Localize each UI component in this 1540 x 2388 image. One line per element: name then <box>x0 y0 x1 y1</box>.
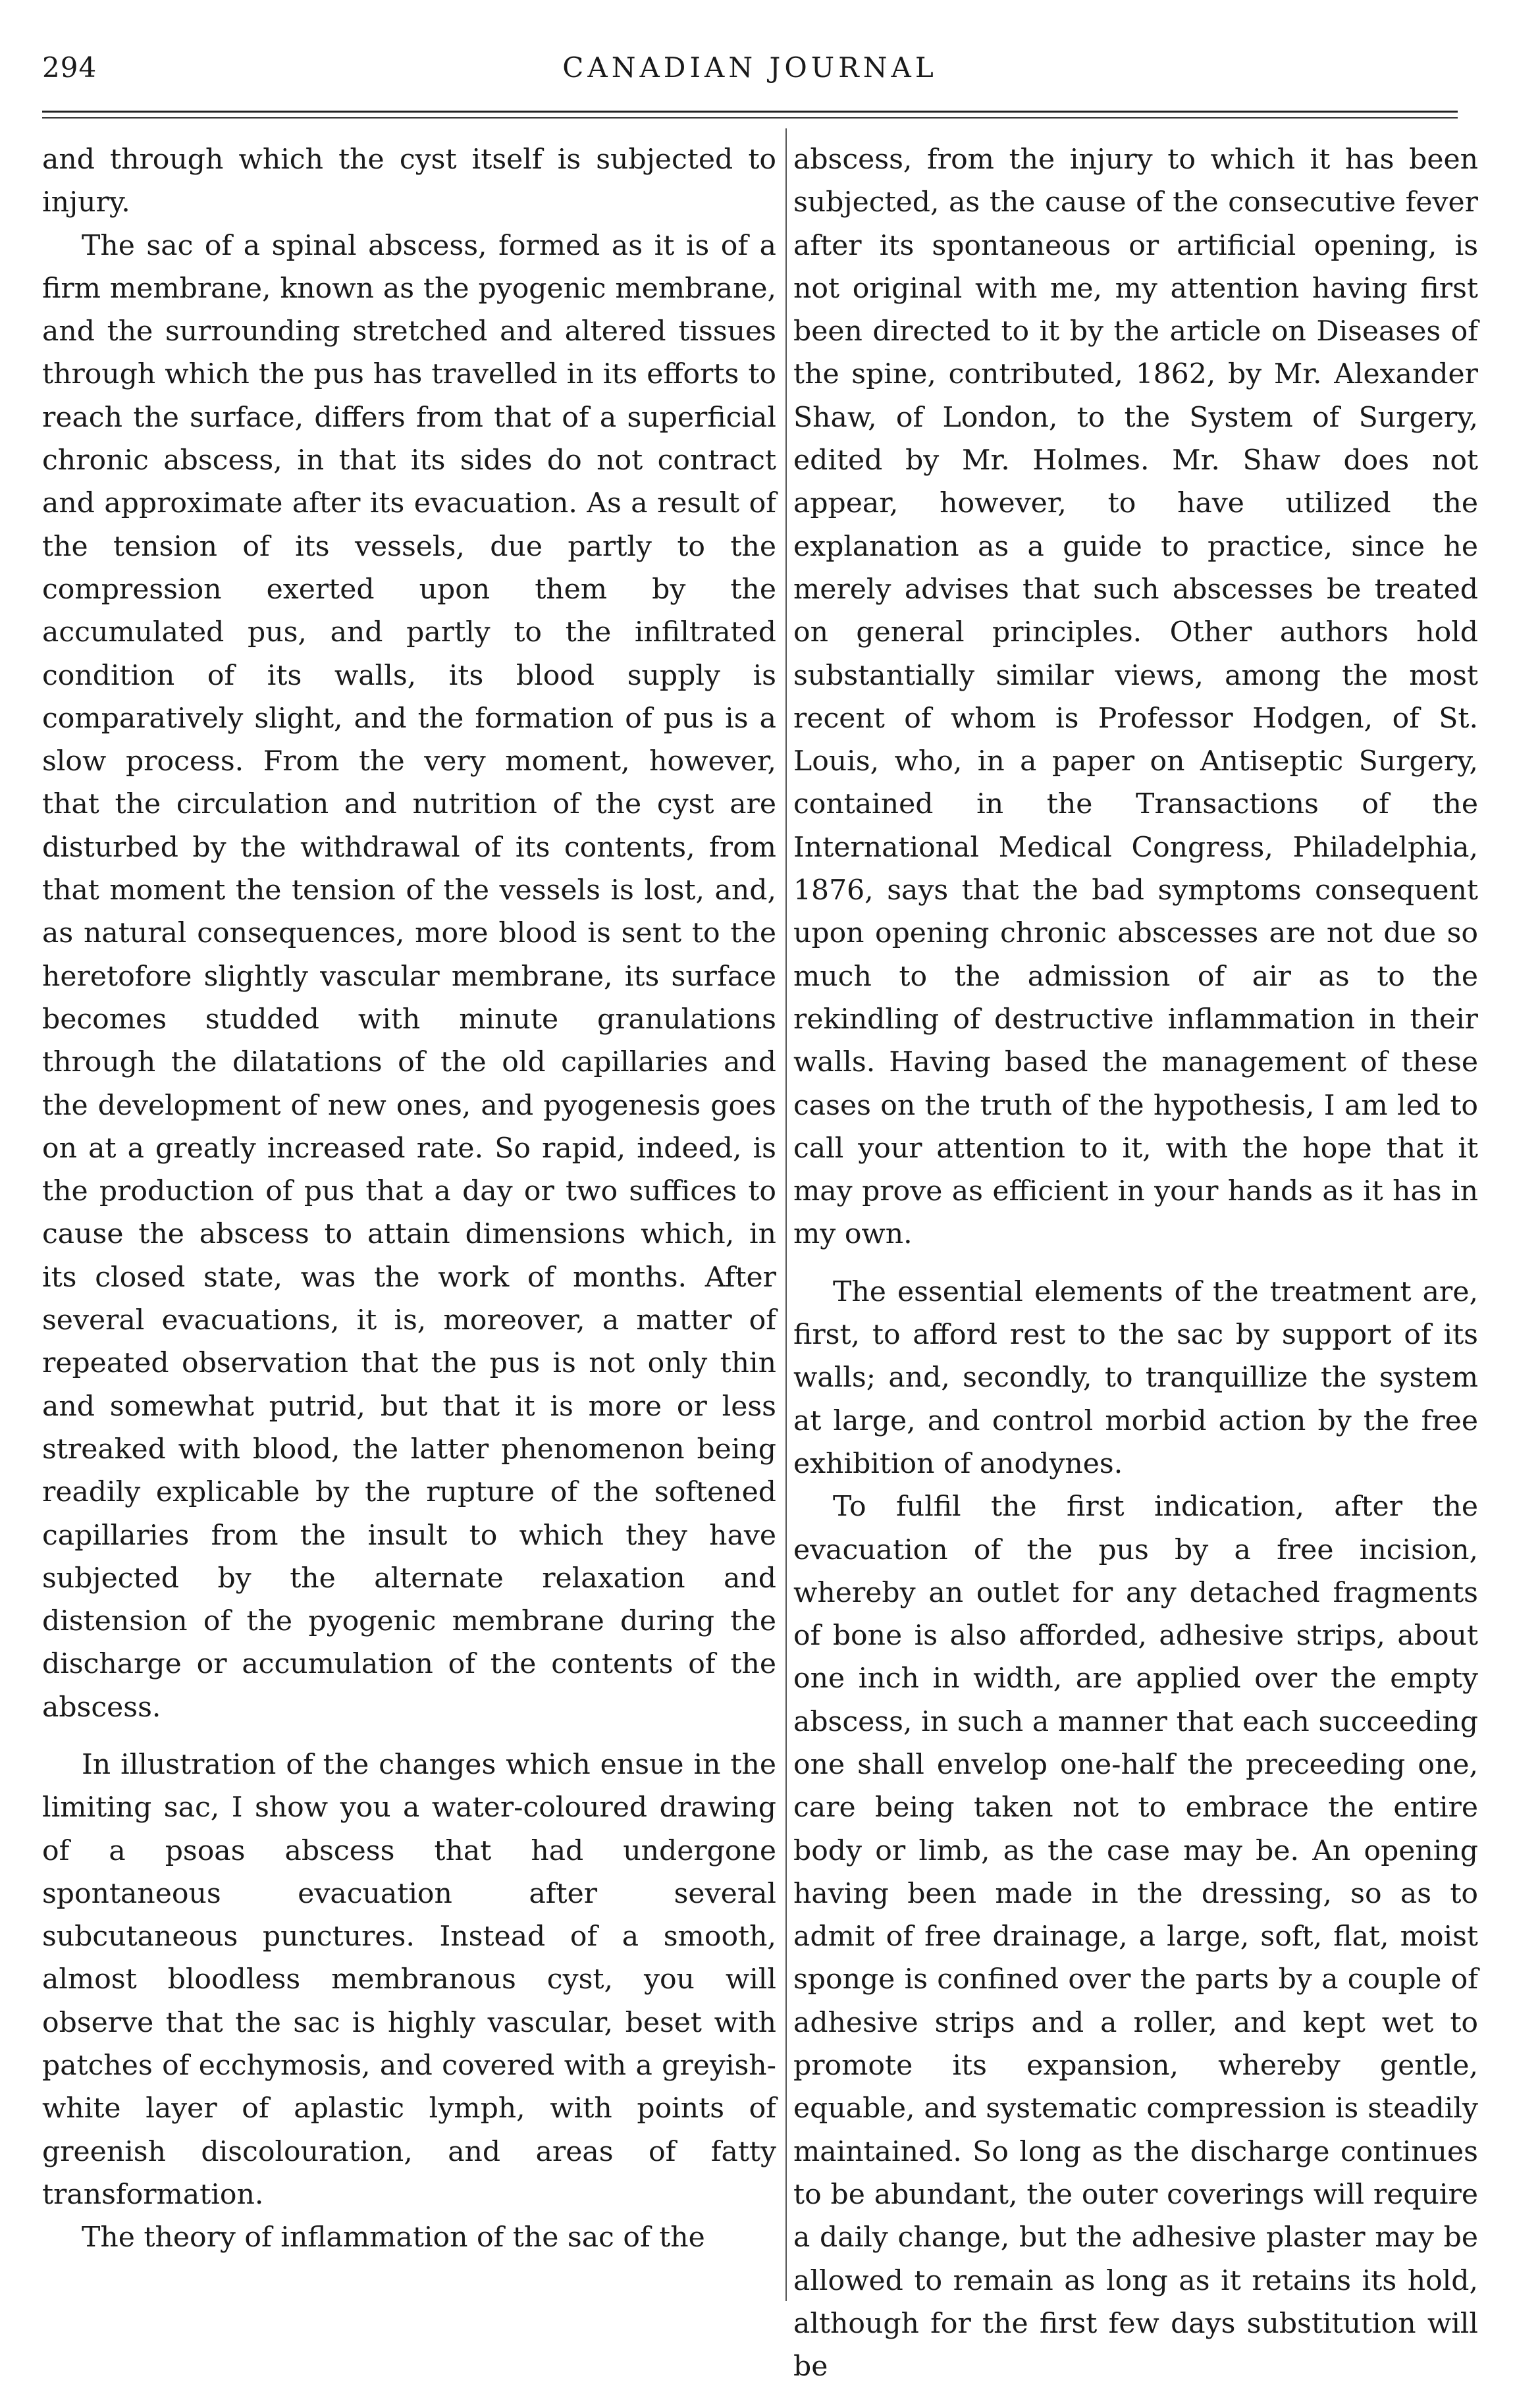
paragraph: To fulfil the first indication, after the evacuation of the pus by a free incision, whereby an outlet for any detached fragments of bone is also afforded, adhesive strips, about one inch in width, are applied over the empty abscess, in such a manner that each succeeding one shall envelop one-half the preceeding one, care being taken not to embrace the entire body or limb, as the case may be. An opening having been made in the dressing, so as to admit of free drainage, a large, soft, flat, moist sponge is confined over the parts by a couple of adhesive strips and a roller, and kept wet to promote its expansion, whereby gentle, equable, and systematic compression is steadily maintained. So long as the discharge continues to be abundant, the outer coverings will require a daily change, but the adhesive plaster may be allowed to remain as long as it retains its hold, although for the first few days substitution will be <box>793 1491 1478 2383</box>
header-rule <box>42 111 1458 113</box>
paragraph: The essential elements of the treatment are, first, to afford rest to the sac by support of its walls; and, secondly, to tranquillize the system at large, and control morbid action by the free exhibition of anodynes. <box>793 1275 1478 1480</box>
paragraph: abscess, from the injury to which it has been subjected, as the cause of the consecutive fever after its spontaneous or artificial opening, is not original with me, my attention having first been directed to it by the article on Diseases of the spine, contributed, 1862, by Mr. Alexander Shaw, of London, to the System of Surgery, edited by Mr. Holmes. Mr. Shaw does not appear, however, to have utilized the explanation as a guide to practice, since he merely advises that such abscesses be treated on general principles. Other authors hold substantially similar views, among the most recent of whom is Professor Hodgen, of St. Louis, who, in a paper on Antiseptic Surgery, contained in the Transactions of the International Medical Congress, Philadelphia, 1876, says that the bad symptoms consequent upon opening chronic abscesses are not due so much to the admission of air as to the rekindling of destructive inflammation in their walls. Having based the management of these cases on the truth of the hypothesis, I am led to call your attention to it, with the hope that it may prove as efficient in your hands as it has in my own. <box>793 144 1478 1251</box>
left-column <box>42 138 776 2260</box>
right-column <box>793 138 1478 2388</box>
paragraph: In illustration of the changes which ensue in the limiting sac, I show you a water-coloured drawing of a psoas abscess that had undergone spontaneous evacuation after several subcutaneous punctures. Instead of a smooth, almost bloodless membranous cyst, you will observe that the sac is highly vascular, beset with patches of ecchymosis, and covered with a greyish-white layer of aplastic lymph, with points of greenish discolouration, and areas of fatty transformation. <box>42 1748 776 2211</box>
header-rule-secondary <box>42 117 1458 119</box>
running-head: CANADIAN JOURNAL <box>562 51 938 84</box>
page-header <box>42 51 1458 111</box>
paragraph: The theory of inflammation of the sac of the <box>82 2221 705 2254</box>
column-divider <box>785 128 787 2301</box>
paragraph: The sac of a spinal abscess, formed as it is of a firm membrane, known as the pyogenic membrane, and the surrounding stretched and altered tissues through which the pus has travelled in its efforts to reach the surface, differs from that of a superficial chronic abscess, in that its sides do not contract and approximate after its evacuation. As a result of the tension of its vessels, due partly to the compression exerted upon them by the accumulated pus, and partly to the infiltrated condition of its walls, its blood supply is comparatively slight, and the formation of pus is a slow process. From the very moment, however, that the circulation and nutrition of the cyst are disturbed by the withdrawal of its contents, from that moment the tension of the vessels is lost, and, as natural consequences, more blood is sent to the heretofore slightly vascular membrane, its surface becomes studded with minute granulations through the dilatations of the old capillaries and the development of new ones, and pyogenesis goes on at a greatly increased rate. So rapid, indeed, is the production of pus that a day or two suffices to cause the abscess to attain dimensions which, in its closed state, was the work of months. After several evacuations, it is, moreover, a matter of repeated observation that the pus is not only thin and somewhat putrid, but that it is more or less streaked with blood, the latter phenomenon being readily explicable by the rupture of the softened capillaries from the insult to which they have subjected by the alternate relaxation and distension of the pyogenic membrane during the discharge or accumulation of the contents of the abscess. <box>42 229 776 1724</box>
paragraph: and through which the cyst itself is subjected to injury. <box>42 144 776 219</box>
page-number: 294 <box>42 51 97 84</box>
